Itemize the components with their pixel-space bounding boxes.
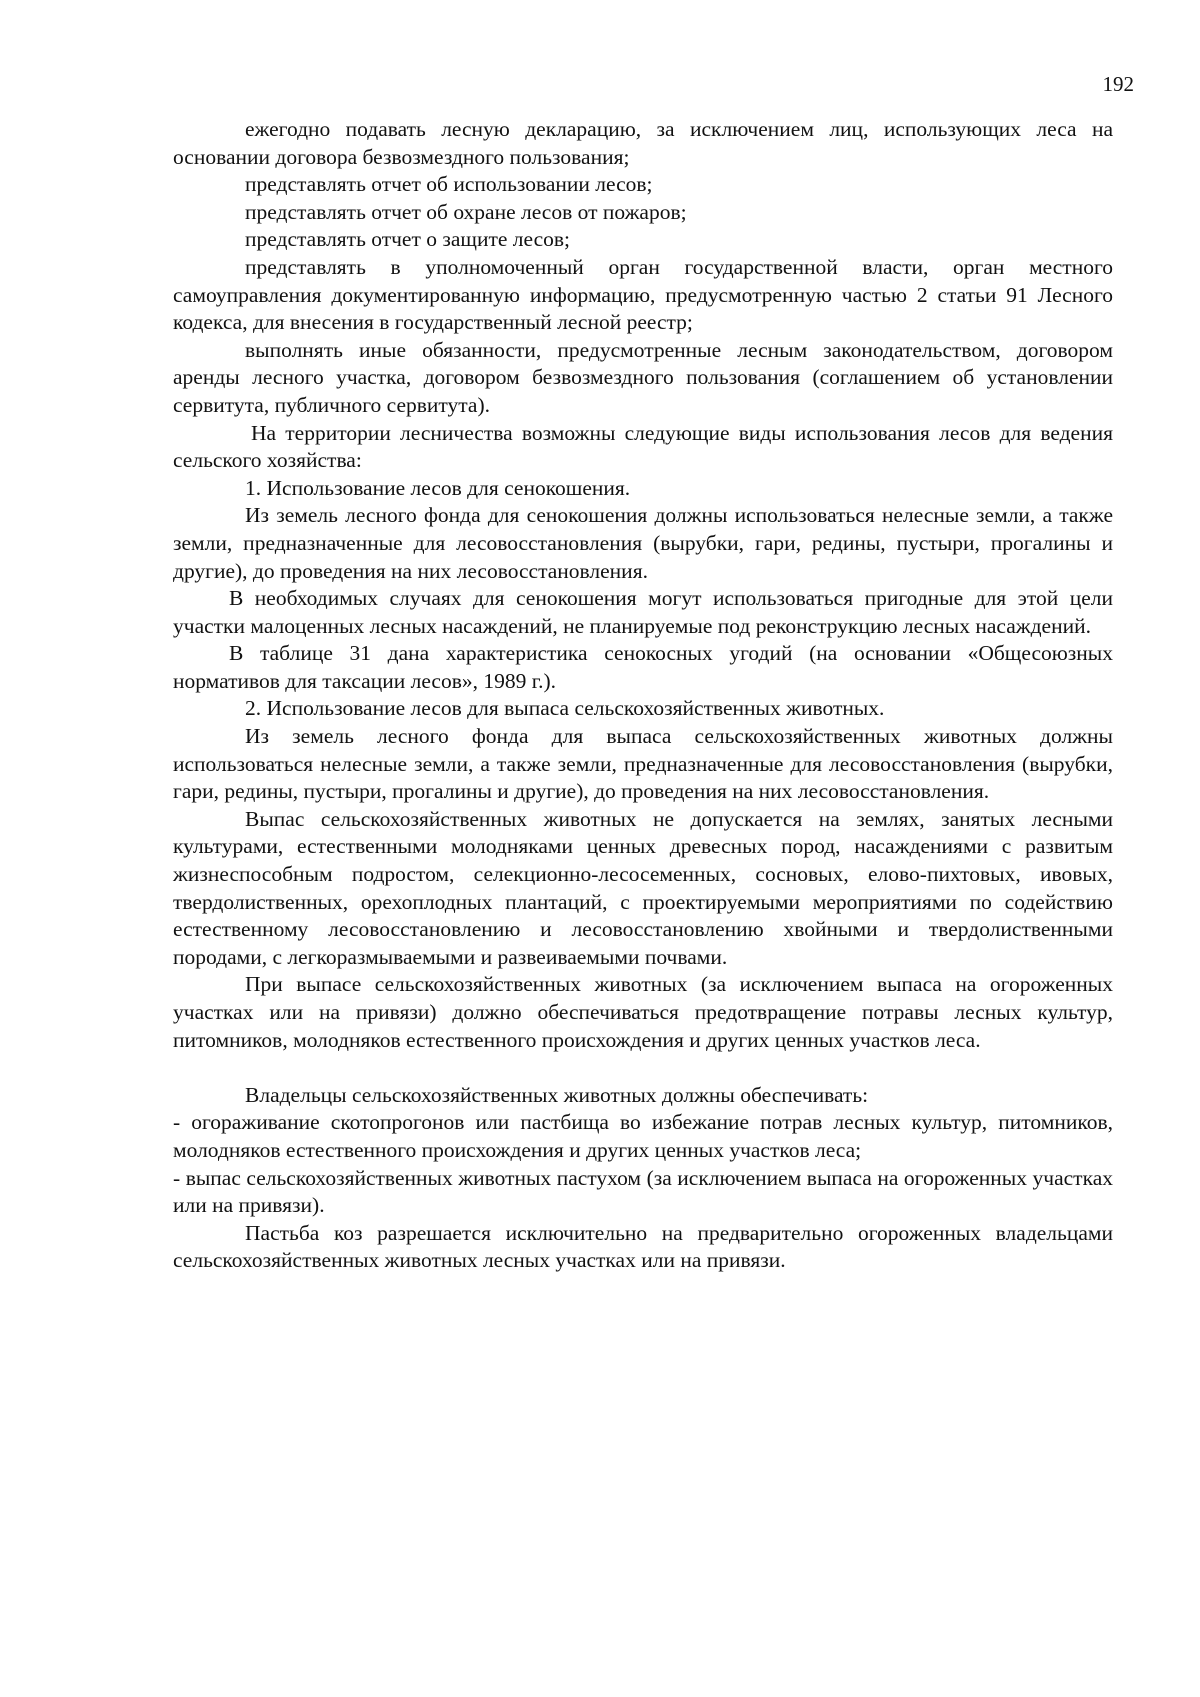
paragraph: представлять отчет об использовании лесов; — [245, 172, 653, 197]
paragraph: Владельцы сельскохозяйственных животных должны обеспечивать: — [245, 1082, 869, 1107]
paragraph: Из земель лесного фонда для выпаса сельскохозяйственных животных должны использоваться нелесные земли, а также земли, предназначенные для лесовосстановления (вырубки, гари, редины, пустыри, прогалины и другие), до проведения на них лесовосстановления. — [173, 724, 1113, 804]
paragraph: выполнять иные обязанности, предусмотренные лесным законодательством, договором аренды лесного участка, договором безвозмездного пользования (соглашением об установлении сервитута, публичного сервитута). — [173, 337, 1113, 417]
list-item: - выпас сельскохозяйственных животных пастухом (за исключением выпаса на огороженных участках или на привязи). — [173, 1165, 1113, 1218]
paragraph: В необходимых случаях для сенокошения могут использоваться пригодные для этой цели участки малоценных лесных насаждений, не планируемые под реконструкцию лесных насаждений. — [173, 586, 1113, 638]
paragraph: представлять отчет об охране лесов от пожаров; — [245, 199, 687, 224]
paragraph: представлять отчет о защите лесов; — [245, 227, 571, 252]
paragraph: Выпас сельскохозяйственных животных не допускается на землях, занятых лесными культурами, естественными молодняками ценных древесных пород, насаждениями с развитым жизнеспособным подростом, селекционно-лесосеменных, сосновых, елово-пихтовых, ивовых, твердолиственных, орехоплодных плантаций, с проектируемыми мероприятиями по содействию естественному лесовосстановлению и лесовосстановлению хвойными и твердолиственными породами, с легкоразмываемыми и развеиваемыми почвами. — [173, 806, 1113, 969]
paragraph: ежегодно подавать лесную декларацию, за исключением лиц, использующих леса на основании договора безвозмездного пользования; — [173, 117, 1113, 169]
paragraph: В таблице 31 дана характеристика сенокосных угодий (на основании «Общесоюзных нормативов для таксации лесов», 1989 г.). — [173, 641, 1113, 693]
paragraph: Пастьба коз разрешается исключительно на предварительно огороженных владельцами сельскохозяйственных животных лесных участках или на привязи. — [173, 1220, 1113, 1273]
paragraph: При выпасе сельскохозяйственных животных (за исключением выпаса на огороженных участках или на привязи) должно обеспечиваться предотвращение потравы лесных культур, питомников, молодняков естественного происхождения и других ценных участков леса. — [173, 972, 1113, 1052]
list-item: - огораживание скотопрогонов или пастбища во избежание потрав лесных культур, питомников, молодняков естественного происхождения и других ценных участков леса; — [173, 1110, 1113, 1162]
section-heading: 2. Использование лесов для выпаса сельскохозяйственных животных. — [245, 696, 885, 721]
paragraph: Из земель лесного фонда для сенокошения должны использоваться нелесные земли, а также земли, предназначенные для лесовосстановления (вырубки, гари, редины, пустыри, прогалины и другие), до проведения на них лесовосстановления. — [173, 503, 1113, 583]
paragraph: На территории лесничества возможны следующие виды использования лесов для ведения сельского хозяйства: — [173, 420, 1113, 473]
paragraph-gap — [173, 1054, 1113, 1082]
document-body — [173, 116, 1113, 1275]
section-heading: 1. Использование лесов для сенокошения. — [245, 475, 631, 500]
paragraph: представлять в уполномоченный орган государственной власти, орган местного самоуправления документированную информацию, предусмотренную частью 2 статьи 91 Лесного кодекса, для внесения в государственный лесной реестр; — [173, 254, 1113, 335]
page-number: 192 — [1102, 72, 1134, 96]
